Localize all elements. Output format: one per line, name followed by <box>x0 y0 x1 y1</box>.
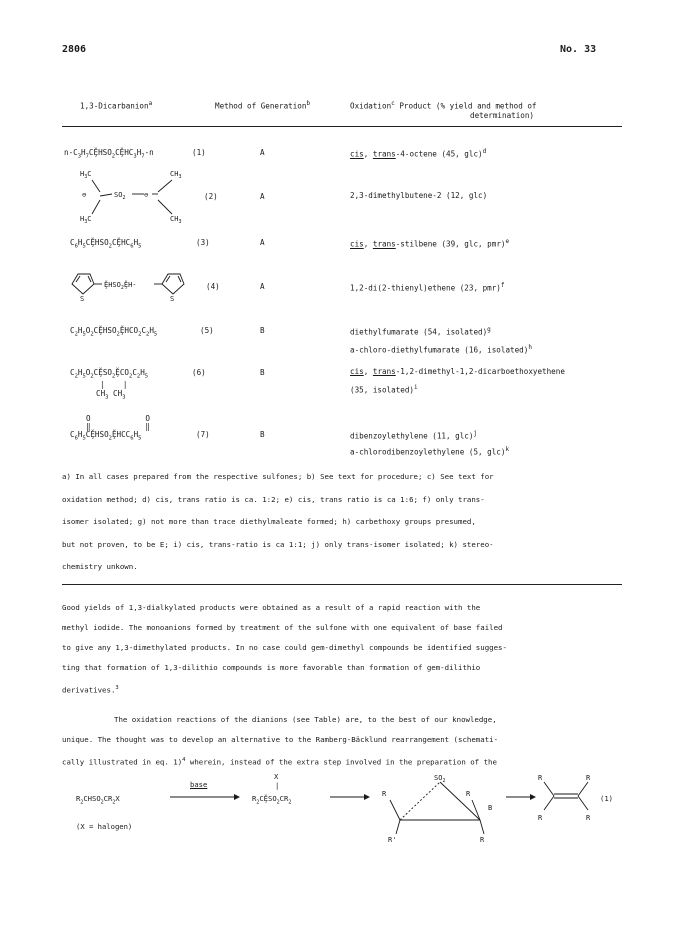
row-3-number: (3) <box>196 238 210 247</box>
row-3-product: cis, trans-stilbene (39, glc, pmr)$^e$ <box>350 238 510 249</box>
svg-text:⊖: ⊖ <box>144 191 149 199</box>
compound-7-oxygens: O O <box>86 414 151 423</box>
eq-arrow-2 <box>330 792 370 802</box>
svg-text:S: S <box>80 295 85 303</box>
body-line: methyl iodide. The monoanions formed by treatment of the sulfone with one equivalent of base failed <box>62 623 503 632</box>
col-header-method: Method of Generation$^b$ <box>215 100 311 111</box>
compound-6-formula: $C_2H_5O_2CḜSO_2ḜCO_2C_2H_5$ <box>70 368 149 380</box>
row-1-product: cis, trans-4-octene (45, glc)$^d$ <box>350 148 487 159</box>
table-bottom-rule <box>62 584 622 585</box>
compound-6-methyls-labels: $CH_3$ $CH_3$ <box>96 389 126 401</box>
svg-text:R: R <box>586 774 591 782</box>
svg-text:H3C: $H_3C$ <box>80 215 92 225</box>
svg-text:R: R <box>382 790 387 798</box>
alkene-product-structure <box>536 772 596 822</box>
body-line: derivatives.$^3$ <box>62 685 119 695</box>
row-7-product: dibenzoylethylene (11, glc)$^j$ <box>350 430 478 441</box>
row-5-method: B <box>260 326 265 335</box>
body-text <box>62 598 624 773</box>
compound-1-formula: $n-C_3H_7CḜHSO_2CḜHC_3H_7-n$ <box>64 148 154 160</box>
row-2-product: 2,3-dimethylbutene-2 (12, glc) <box>350 191 488 200</box>
table-footnotes <box>62 466 624 579</box>
compound-7-carbonyls: ‖ ‖ <box>86 422 151 431</box>
row-6-product: cis, trans-1,2-dimethyl-1,2-dicarboethoxyethene <box>350 367 565 376</box>
issue-number: No. 33 <box>560 44 597 55</box>
footnote-line: chemistry unkown. <box>62 562 138 571</box>
row-7-number: (7) <box>196 430 210 439</box>
footnote-line: but not proven, to be E; i) cis, trans-ratio is ca 1:1; j) only trans-isomer isolated; k) stereo- <box>62 539 494 549</box>
row-4-product: 1,2-di(2-thienyl)ethene (23, pmr)$^f$ <box>350 282 505 293</box>
eq-halogen-note: (X = halogen) <box>76 822 133 831</box>
row-6-method: B <box>260 368 265 377</box>
eq-arrow-1 <box>170 792 240 802</box>
compound-3-formula: $C_6H_5CḜHSO_2CḜHC_6H_5$ <box>70 238 142 250</box>
col-header-product-line2: determination) <box>470 111 535 120</box>
svg-text:B: B <box>488 804 493 812</box>
row-3-method: A <box>260 238 265 247</box>
row-5-product-2: a-chloro-diethylfumarate (16, isolated)$^h$ <box>350 344 532 355</box>
svg-text:CH3: $CH_3$ <box>170 170 182 180</box>
row-7-method: B <box>260 430 265 439</box>
svg-text:SO2: $SO_2$ <box>114 191 126 201</box>
eq-x-bond: | <box>275 781 280 790</box>
compound-7-formula: $C_6H_5CḜHSO_2ḜHCC_6H_5$ <box>70 430 142 442</box>
eq-x-label: X <box>274 772 279 781</box>
svg-text:CH3: $CH_3$ <box>170 215 182 225</box>
page-number: 2806 <box>62 44 87 55</box>
row-5-number: (5) <box>200 326 214 335</box>
row-6-product-2: (35, isolated)$^i$ <box>350 384 418 395</box>
body-line: cally illustrated in eq. 1)$^4$ wherein, instead of the extra step involved in the preparation of the <box>62 757 497 767</box>
row-2-number: (2) <box>204 192 218 201</box>
svg-text:R: R <box>538 814 543 822</box>
svg-text:ḜHSO2ḜH-: ḜHSO$_2$ḜH- <box>104 281 137 291</box>
episulfone-so2: $SO_2$ <box>434 774 446 784</box>
svg-text:⊖: ⊖ <box>82 191 87 199</box>
row-5-product: diethylfumarate (54, isolated)$^g$ <box>350 326 491 337</box>
body-line: Good yields of 1,3-dialkylated products were obtained as a result of a rapid reaction with the <box>62 603 481 612</box>
row-1-number: (1) <box>192 148 206 157</box>
compound-6-methyls: | | <box>100 380 128 389</box>
footnote-line: isomer isolated; g) not more than trace diethylmaleate formed; h) carbethoxy groups presumed, <box>62 517 476 526</box>
body-line: The oxidation reactions of the dianions (see Table) are, to the best of our knowledge, <box>114 715 497 725</box>
footnote-line: a) In all cases prepared from the respective sulfones; b) See text for procedure; c) See text for <box>62 472 494 481</box>
table-top-rule <box>62 126 622 127</box>
body-line: to give any 1,3-dimethylated products. In no case could gem-dimethyl compounds be identified sugges- <box>62 643 507 652</box>
row-2-method: A <box>260 192 265 201</box>
eq-left-formula: $R_2CHSO_2CR_2X$ <box>76 794 120 806</box>
svg-text:R': R' <box>388 836 397 844</box>
compound-4-structure <box>62 268 202 303</box>
eq-mid-formula: $R_2CḜSO_2CR_2$ <box>252 794 292 806</box>
svg-text:S: S <box>170 295 175 303</box>
compound-2-structure <box>62 166 202 226</box>
svg-text:R: R <box>480 836 485 844</box>
row-7-product-2: a-chlorodibenzoylethylene (5, glc)$^k$ <box>350 446 510 457</box>
col-header-dicarbanion: 1,3-Dicarbanion$^a$ <box>80 100 153 111</box>
svg-text:H3C: $H_3C$ <box>80 170 92 180</box>
eq-reagent: base <box>190 780 208 789</box>
row-4-number: (4) <box>206 282 220 291</box>
body-line: unique. The thought was to develop an alternative to the Ramberg-Bäcklund rearrangement (schemati- <box>62 735 499 745</box>
compound-5-formula: $C_2H_5O_2CḜHSO_2ḜHCO_2C_2H_5$ <box>70 326 158 338</box>
row-4-method: A <box>260 282 265 291</box>
svg-text:R: R <box>466 790 471 798</box>
col-header-product: Oxidation$^c$ Product (% yield and method of <box>350 100 537 111</box>
body-line: ting that formation of 1,3-dilithio compounds is more favorable than formation of gem-dilithio <box>62 663 481 672</box>
equation-number: (1) <box>600 794 613 803</box>
row-1-method: A <box>260 148 265 157</box>
svg-text:R: R <box>586 814 591 822</box>
eq-arrow-3 <box>506 792 536 802</box>
episulfone-structure <box>380 770 500 844</box>
svg-text:R: R <box>538 774 543 782</box>
footnote-line: oxidation method; d) cis, trans ratio is ca. 1:2; e) cis, trans ratio is ca 1:6; f) only trans- <box>62 494 485 504</box>
row-6-number: (6) <box>192 368 206 377</box>
